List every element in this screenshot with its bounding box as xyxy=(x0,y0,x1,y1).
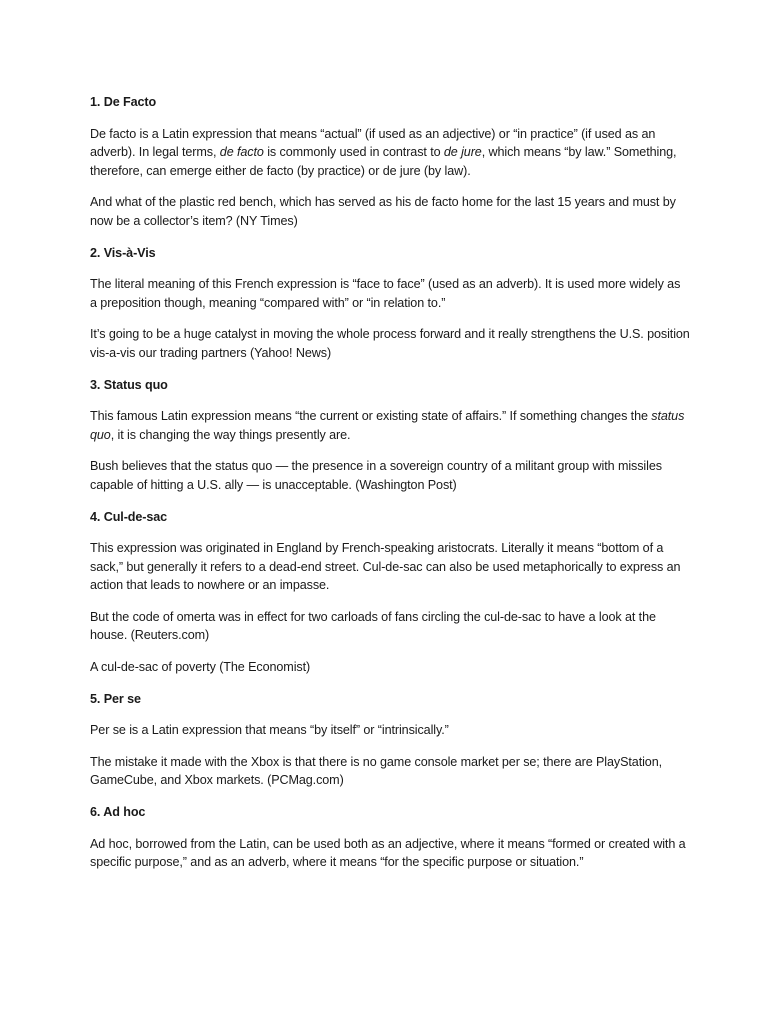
section-heading: 3. Status quo xyxy=(90,377,168,392)
paragraph xyxy=(90,275,690,312)
text-run: This famous Latin expression means “the current or existing state of affairs.” If something changes the xyxy=(90,409,652,424)
text-run: This expression was originated in England by French-speaking aristocrats. Literally it means “bottom of a sack,” but generally it refers to a dead-end street. Cul-de-sac can also be used metaphorically to express an action that leads to nowhere or an impasse. xyxy=(90,541,681,593)
paragraph xyxy=(90,407,690,444)
paragraph xyxy=(90,457,690,494)
italic-term: status quo xyxy=(90,409,685,442)
section-heading: 1. De Facto xyxy=(90,95,157,109)
text-run: But the code of omerta was in effect for two carloads of fans circling the cul-de-sac to have a look at the house. (Reuters.com) xyxy=(90,609,656,643)
paragraph xyxy=(90,753,690,790)
italic-term: de facto xyxy=(219,145,264,160)
text-run: Per se is a Latin expression that means “by itself” or “intrinsically.” xyxy=(90,723,449,738)
text-run: , which means “by law.” Something, therefore, can emerge either de facto (by practice) or de jure (by law). xyxy=(90,145,677,178)
paragraph xyxy=(90,539,690,595)
text-run: The mistake it made with the Xbox is that there is no game console market per se; there are PlayStation, GameCube, and Xbox markets. (PCMag.com) xyxy=(90,754,663,788)
document-page xyxy=(90,93,690,885)
text-run: , it is changing the way things presently are. xyxy=(110,427,351,442)
paragraph xyxy=(90,125,690,181)
section-heading: 6. Ad hoc xyxy=(90,805,146,820)
text-run: is commonly used in contrast to xyxy=(263,145,444,160)
paragraph xyxy=(90,325,690,362)
text-run: It’s going to be a huge catalyst in moving the whole process forward and it really strengthens the U.S. position vis-a-vis our trading partners (Yahoo! News) xyxy=(90,327,690,360)
italic-term: de jure xyxy=(443,145,482,160)
section-heading: 5. Per se xyxy=(90,691,141,706)
paragraph xyxy=(90,658,690,677)
text-run: De facto is a Latin expression that means “actual” (if used as an adjective) or “in practice” (if used as an adverb). In legal terms, xyxy=(90,126,656,160)
section-heading: 4. Cul-de-sac xyxy=(90,509,168,524)
section-heading: 2. Vis-à-Vis xyxy=(90,245,156,260)
paragraph xyxy=(90,835,690,872)
text-run: The literal meaning of this French expression is “face to face” (used as an adverb). It is used more widely as a preposition though, meaning “compared with” or “in relation to.” xyxy=(90,277,681,310)
paragraph xyxy=(90,608,690,645)
text-run: A cul-de-sac of poverty (The Economist) xyxy=(90,660,311,675)
text-run: And what of the plastic red bench, which has served as his de facto home for the last 15 years and must by now be a collector’s item? (NY Times) xyxy=(90,195,676,228)
text-run: Bush believes that the status quo — the presence in a sovereign country of a militant group with missiles capable of hitting a U.S. ally — is unacceptable. (Washington Post) xyxy=(90,459,662,492)
text-run: Ad hoc, borrowed from the Latin, can be used both as an adjective, where it means “formed or created with a specific purpose,” and as an adverb, where it means “for the specific purpose or situation.” xyxy=(90,836,686,870)
paragraph xyxy=(90,193,690,230)
paragraph xyxy=(90,721,690,740)
